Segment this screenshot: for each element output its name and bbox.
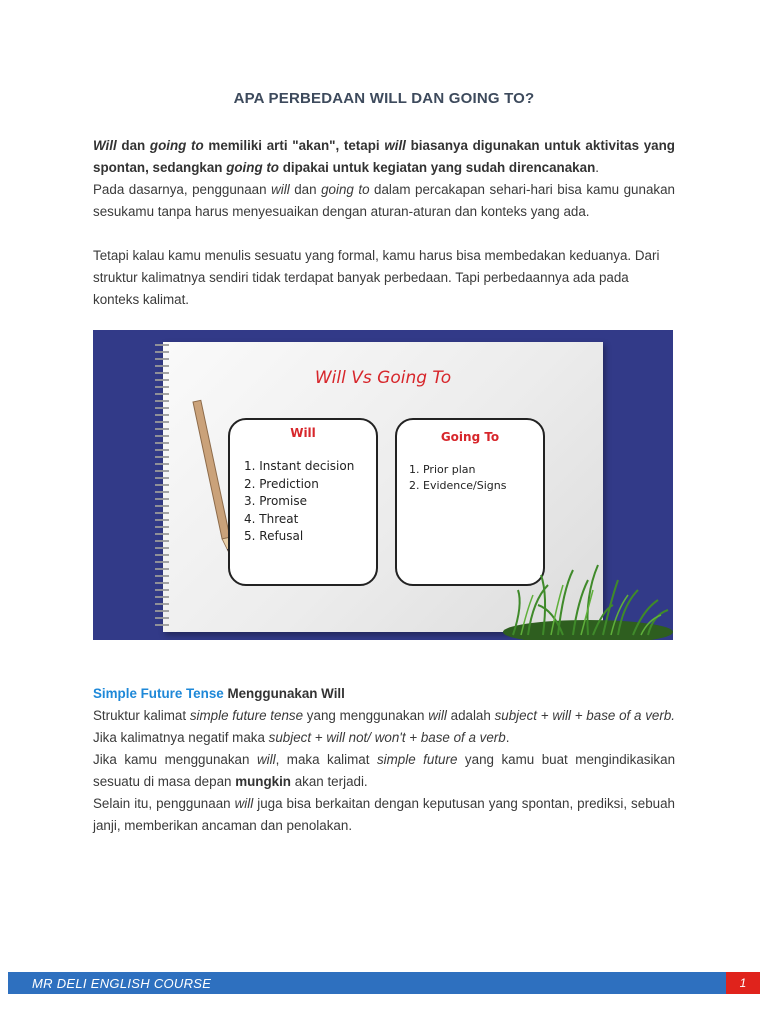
grass-icon — [493, 550, 673, 640]
list-item: 1. Prior plan — [409, 463, 476, 476]
intro-paragraph: Will dan going to memiliki arti "akan", tetapi will biasanya digunakan untuk aktivitas yang spontan, sedangkan going to dipakai untuk kegiatan yang sudah direncanakan. — [93, 138, 675, 175]
page-title: APA PERBEDAAN WILL DAN GOING TO? — [233, 90, 535, 107]
list-item: 2. Prediction — [244, 476, 319, 491]
section-paragraph-2: Jika kamu menggunakan will, maka kalimat simple future yang kamu buat mengindikasikan sesuatu di masa depan mungkin akan terjadi. — [93, 752, 676, 789]
figure-title: Will Vs Going To — [314, 368, 452, 388]
going-to-box-heading: Going To — [440, 430, 500, 444]
section-heading: Simple Future Tense Menggunakan Will — [93, 686, 345, 701]
list-item: 4. Threat — [244, 511, 299, 526]
footer-bar — [8, 972, 760, 994]
list-item: 5. Refusal — [244, 529, 304, 543]
list-item: 1. Instant decision — [244, 459, 355, 473]
will-vs-going-to-image — [93, 330, 673, 640]
paragraph-3: Tetapi kalau kamu menulis sesuatu yang formal, kamu harus bisa membedakan keduanya. Dari struktur kalimatnya sendiri tidak terdapat banyak perbedaan. Tapi perbedaannya ada pada konteks kalimat. — [93, 248, 660, 307]
will-box-heading: Will — [290, 426, 316, 440]
footer-text: MR DELI ENGLISH COURSE — [32, 976, 212, 991]
list-item: 3. Promise — [244, 494, 307, 508]
will-list — [244, 458, 354, 546]
page-number: 1 — [726, 972, 760, 994]
section-paragraph-1: Struktur kalimat simple future tense yang menggunakan will adalah subject + will + base of a verb. Jika kalimatnya negatif maka subject + will not/ won't + base of a verb. — [93, 708, 675, 745]
will-box — [228, 418, 378, 586]
paragraph-2: Pada dasarnya, penggunaan will dan going to dalam percakapan sehari-hari bisa kamu gunakan sesukamu tanpa harus menyesuaikan dengan aturan-aturan dan konteks yang ada. — [93, 182, 675, 219]
section-paragraph-3: Selain itu, penggunaan will juga bisa berkaitan dengan keputusan yang spontan, prediksi, sebuah janji, memberikan ancaman dan penolakan. — [93, 796, 675, 833]
list-item: 2. Evidence/Signs — [409, 479, 507, 492]
going-to-list — [409, 462, 506, 494]
